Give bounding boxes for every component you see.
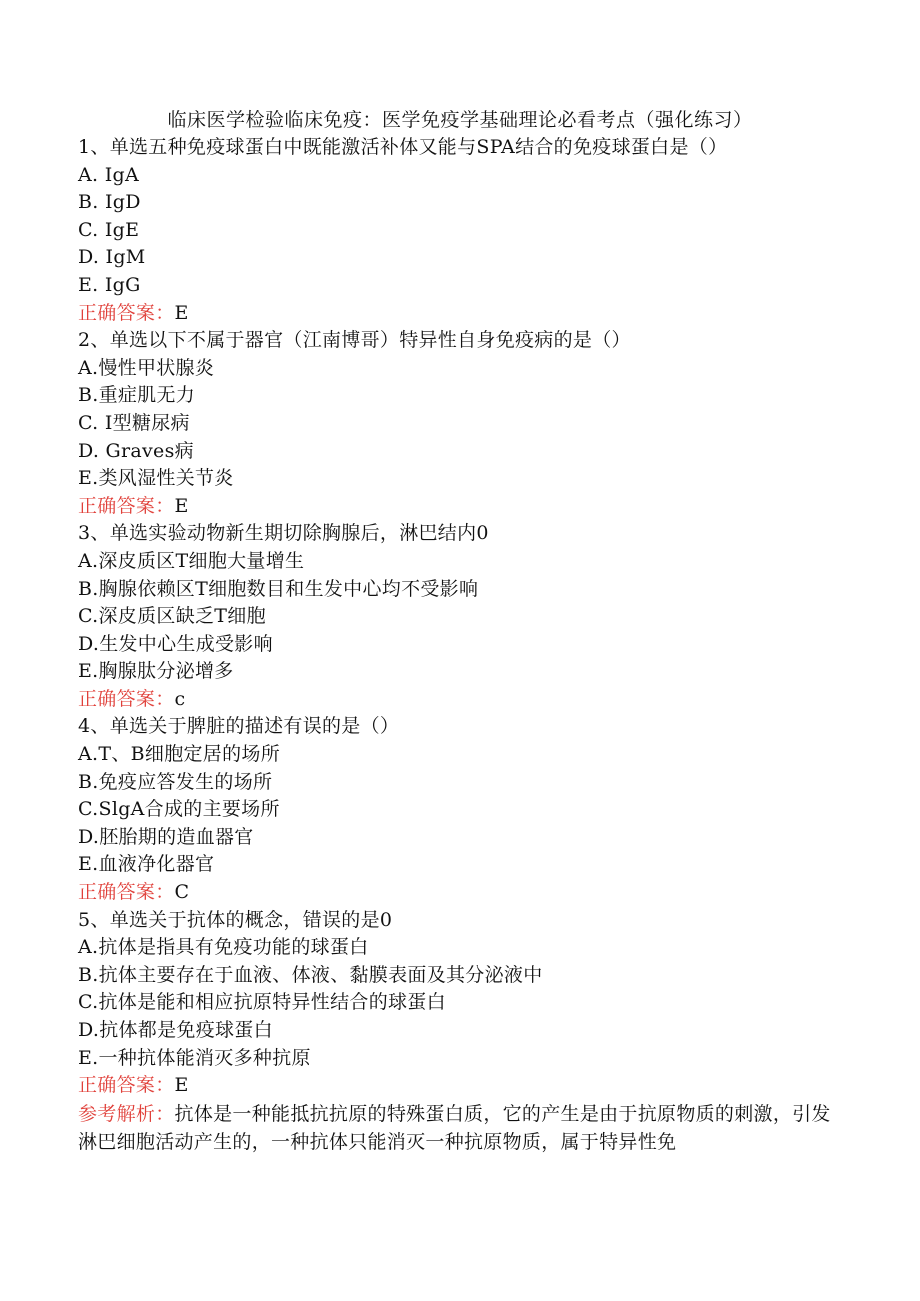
option-e: E. IgG xyxy=(78,273,141,296)
option-d: D.抗体都是免疫球蛋白 xyxy=(78,1019,273,1041)
analysis-text: 抗体是一种能抵抗抗原的特殊蛋白质，它的产生是由于抗原物质的刺激，引发淋巴细胞活动产生的，一种抗体只能消灭一种抗原物质，属于特异性免 xyxy=(78,1102,831,1153)
analysis-label: 参考解析： xyxy=(78,1102,175,1125)
question-stem: 5、单选关于抗体的概念，错误的是0 xyxy=(78,908,393,931)
option-d: D.胚胎期的造血器官 xyxy=(78,825,254,848)
option-b: B.胸腺依赖区T细胞数目和生发中心均不受影响 xyxy=(78,577,479,600)
option-a: A.T、B细胞定居的场所 xyxy=(78,743,280,766)
question-block xyxy=(78,907,838,1100)
correct-answer xyxy=(78,1072,838,1100)
option-b: B. IgD xyxy=(78,191,141,214)
option-d: D. Graves病 xyxy=(78,439,194,462)
answer-value: E xyxy=(174,494,189,517)
question-block xyxy=(78,134,838,327)
answer-label: 正确答案： xyxy=(78,881,175,904)
option-c: C.SlgA合成的主要场所 xyxy=(78,798,280,821)
correct-answer xyxy=(78,879,838,907)
option-b: B.抗体主要存在于血液、体液、黏膜表面及其分泌液中 xyxy=(78,963,543,986)
question-stem: 4、单选关于脾脏的描述有误的是（） xyxy=(78,715,400,738)
option-a: A. IgA xyxy=(78,163,139,186)
option-b: B.免疫应答发生的场所 xyxy=(78,770,273,793)
correct-answer xyxy=(78,300,838,328)
page-title: 临床医学检验临床免疫：医学免疫学基础理论必看考点（强化练习） xyxy=(167,109,753,131)
correct-answer xyxy=(78,686,838,714)
option-a: A.深皮质区T细胞大量增生 xyxy=(78,549,305,572)
answer-value: c xyxy=(174,687,186,710)
answer-label: 正确答案： xyxy=(78,301,175,324)
question-block xyxy=(78,327,838,520)
reference-analysis xyxy=(78,1100,838,1156)
option-e: E.类风湿性关节炎 xyxy=(78,467,234,490)
question-block xyxy=(78,713,838,906)
answer-label: 正确答案： xyxy=(78,687,175,710)
option-d: D. IgM xyxy=(78,246,146,269)
correct-answer xyxy=(78,493,838,521)
question-list xyxy=(78,134,838,1156)
question-stem: 2、单选以下不属于器官（江南博哥）特异性自身免疫病的是（） xyxy=(78,329,631,352)
option-d: D.生发中心生成受影响 xyxy=(78,632,273,655)
answer-value: E xyxy=(174,1074,189,1097)
answer-label: 正确答案： xyxy=(78,1074,175,1097)
option-a: A.慢性甲状腺炎 xyxy=(78,356,215,379)
option-c: C. IgE xyxy=(78,218,140,241)
question-stem: 3、单选实验动物新生期切除胸腺后，淋巴结内0 xyxy=(78,522,489,545)
answer-value: E xyxy=(174,301,189,324)
option-c: C.深皮质区缺乏T细胞 xyxy=(78,605,266,628)
option-b: B.重症肌无力 xyxy=(78,384,196,407)
question-stem: 1、单选五种免疫球蛋白中既能激活补体又能与SPA结合的免疫球蛋白是（） xyxy=(78,136,728,158)
option-e: E.血液净化器官 xyxy=(78,853,215,876)
question-block xyxy=(78,520,838,713)
answer-label: 正确答案： xyxy=(78,494,175,517)
answer-value: C xyxy=(174,881,190,904)
option-e: E.胸腺肽分泌增多 xyxy=(78,660,234,683)
option-c: C. I型糖尿病 xyxy=(78,411,190,434)
option-a: A.抗体是指具有免疫功能的球蛋白 xyxy=(78,936,369,959)
option-e: E.一种抗体能消灭多种抗原 xyxy=(78,1046,311,1069)
option-c: C.抗体是能和相应抗原特异性结合的球蛋白 xyxy=(78,991,446,1014)
